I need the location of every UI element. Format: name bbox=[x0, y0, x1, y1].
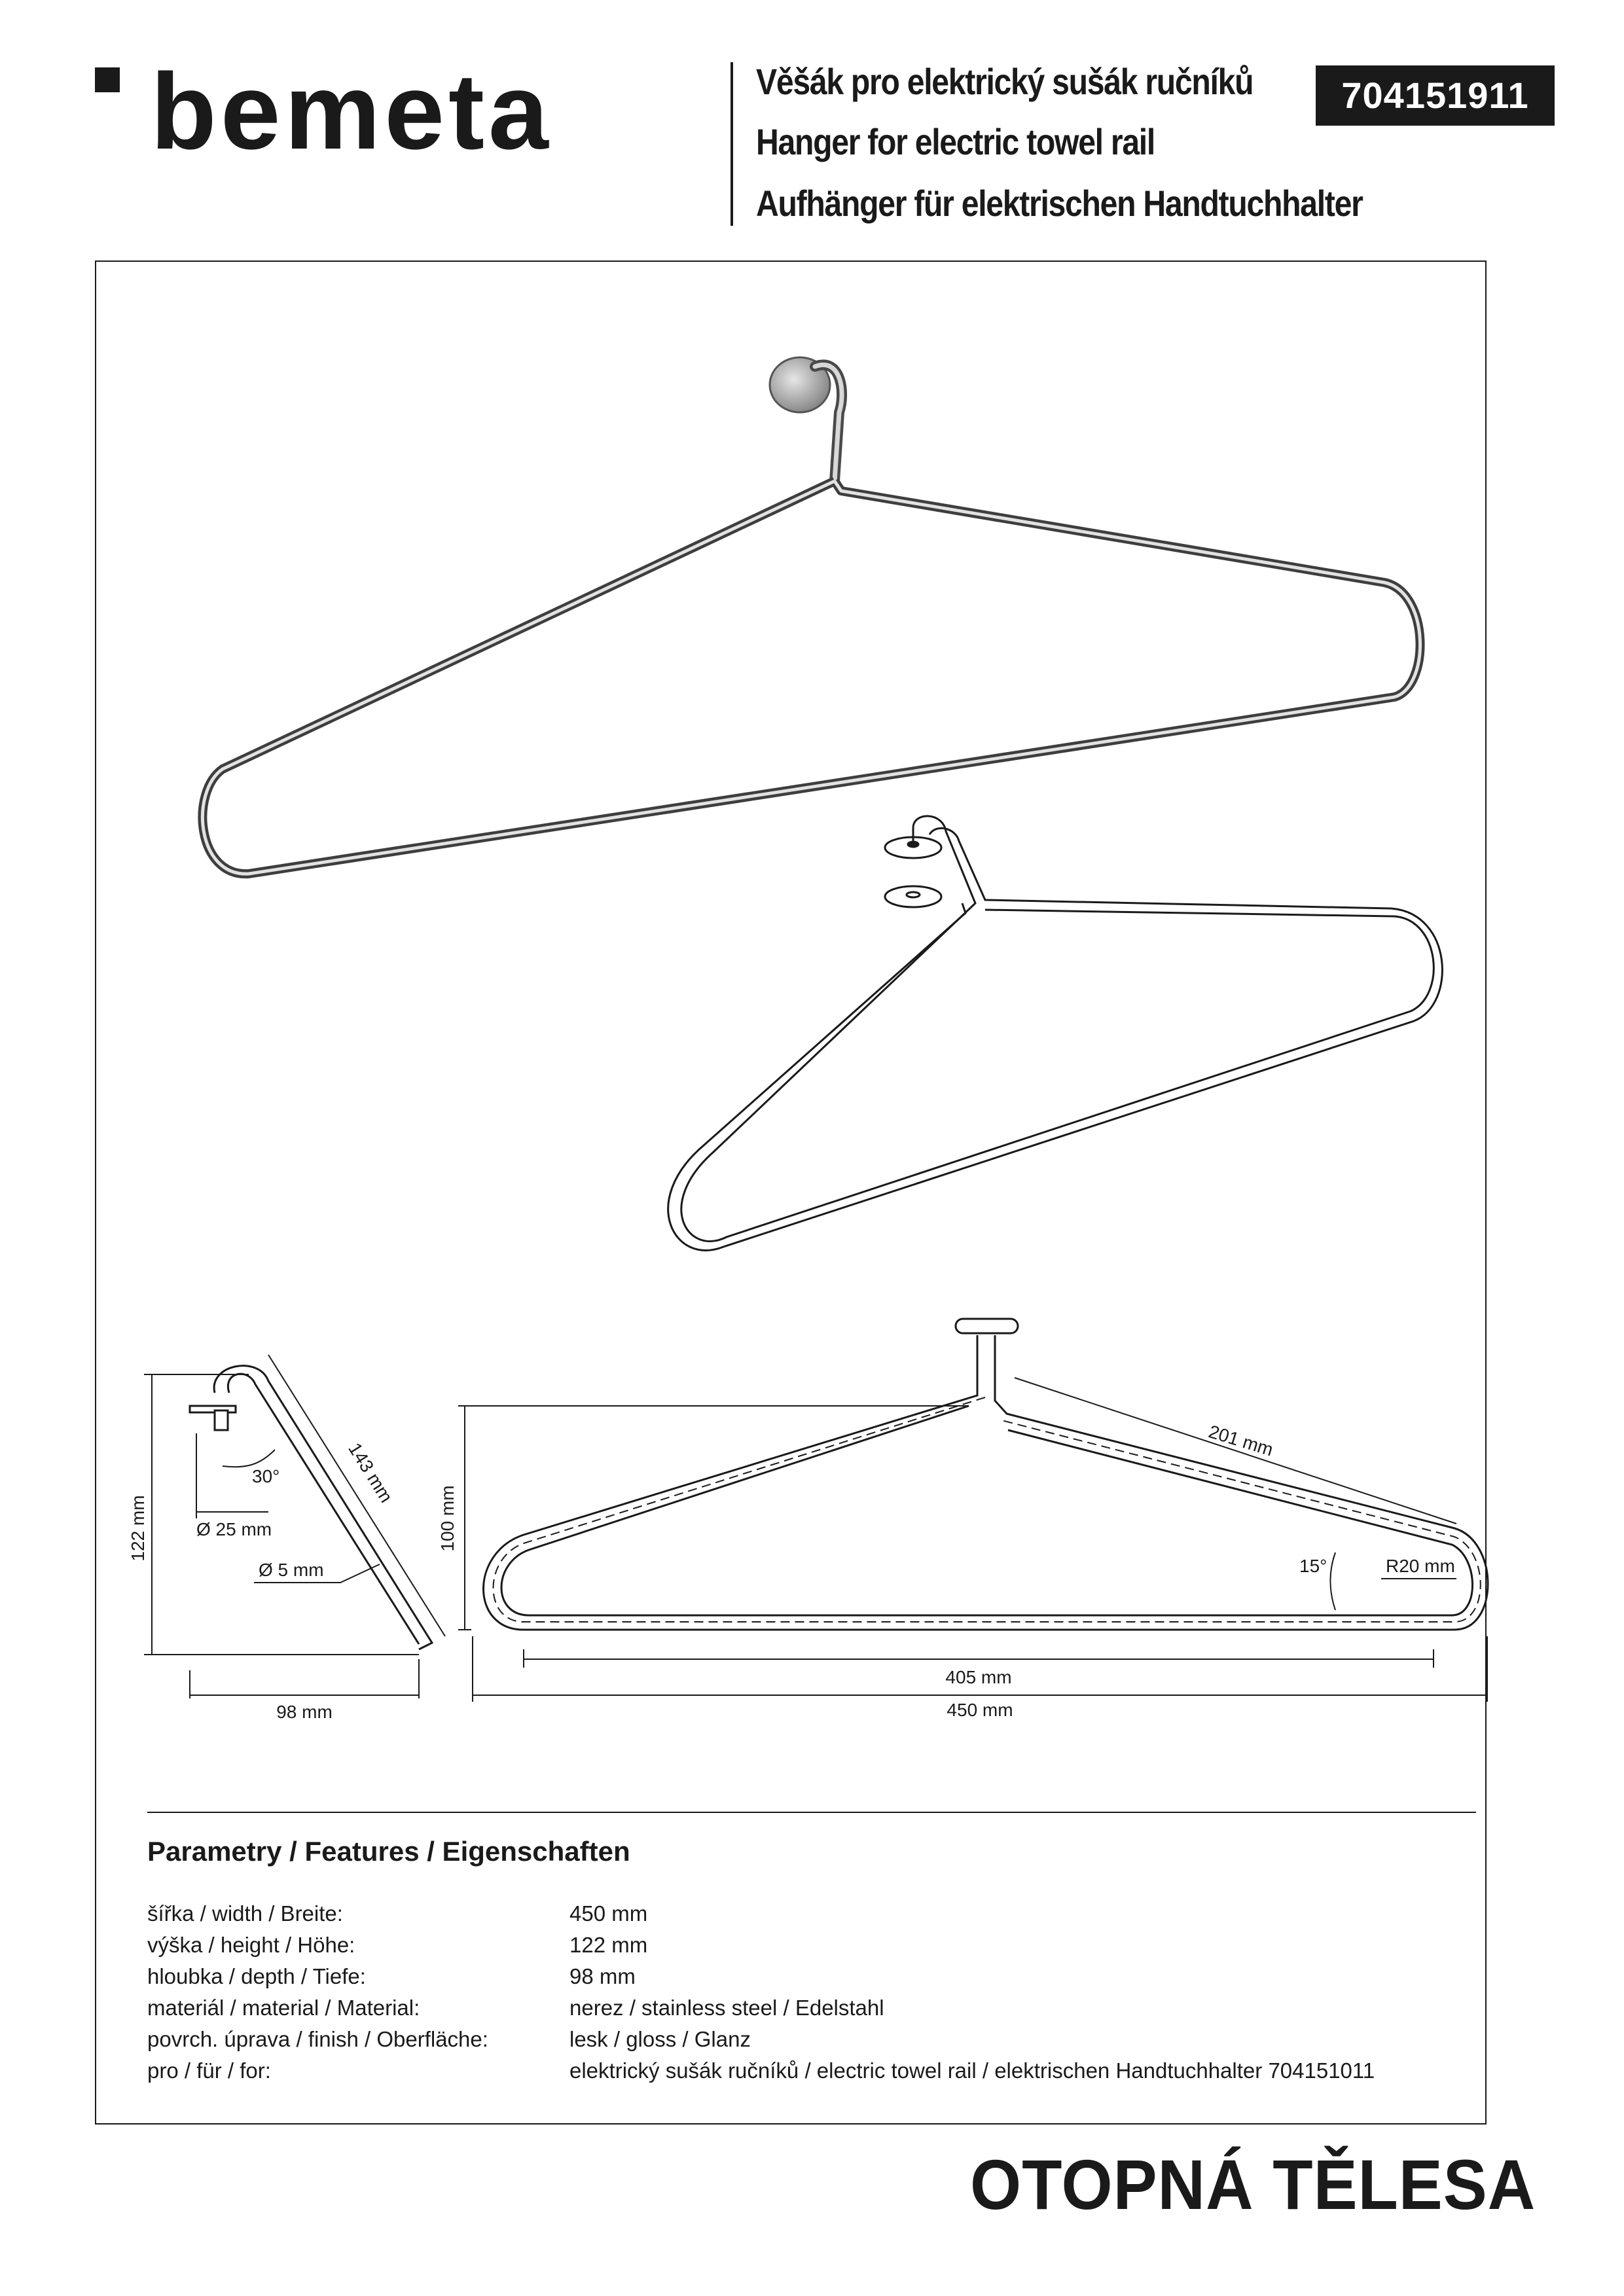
dim-front-arm: 201 mm bbox=[1206, 1421, 1276, 1460]
feature-value: 122 mm bbox=[569, 1933, 648, 1957]
logo-text: bemeta bbox=[151, 62, 552, 154]
title-de: Aufhänger für elektrischen Handtuchhalter bbox=[756, 183, 1363, 224]
features-divider bbox=[147, 1812, 1476, 1813]
feature-label: šířka / width / Breite: bbox=[147, 1901, 343, 1926]
feature-value: lesk / gloss / Glanz bbox=[569, 2027, 751, 2051]
dim-side-disc: Ø 25 mm bbox=[196, 1519, 272, 1539]
dim-front-width: 450 mm bbox=[947, 1700, 1013, 1720]
feature-label: hloubka / depth / Tiefe: bbox=[147, 1964, 366, 1988]
hanger-isometric bbox=[668, 816, 1443, 1251]
dim-front-angle: 15° bbox=[1299, 1556, 1327, 1576]
category-footer: OTOPNÁ TĚLESA bbox=[969, 2145, 1536, 2224]
front-view-labels bbox=[437, 1421, 1455, 1720]
product-code: 704151911 bbox=[1316, 65, 1555, 126]
dim-side-angle: 30° bbox=[252, 1466, 280, 1486]
feature-label: povrch. úprava / finish / Oberfläche: bbox=[147, 2027, 488, 2051]
feature-value: elektrický sušák ručníků / electric towel rail / elektrischen Handtuchhalter 704151011 bbox=[569, 2058, 1375, 2083]
dim-front-height: 100 mm bbox=[437, 1485, 458, 1552]
side-view-labels bbox=[128, 1439, 397, 1722]
dim-side-length: 143 mm bbox=[344, 1439, 397, 1507]
title-cz: Věšák pro elektrický sušák ručníků bbox=[756, 61, 1254, 102]
hanger-photo bbox=[202, 357, 1420, 874]
feature-value: nerez / stainless steel / Edelstahl bbox=[569, 1996, 884, 2020]
front-view bbox=[458, 1319, 1488, 1702]
dim-front-inner-width: 405 mm bbox=[945, 1667, 1012, 1687]
feature-label: materiál / material / Material: bbox=[147, 1996, 420, 2020]
dim-side-depth: 98 mm bbox=[276, 1702, 333, 1722]
feature-value: 450 mm bbox=[569, 1901, 648, 1926]
feature-value: 98 mm bbox=[569, 1964, 636, 1988]
features-heading: Parametry / Features / Eigenschaften bbox=[147, 1836, 630, 1867]
dim-side-height: 122 mm bbox=[128, 1495, 148, 1562]
title-en: Hanger for electric towel rail bbox=[756, 121, 1155, 162]
dim-side-rod: Ø 5 mm bbox=[259, 1560, 324, 1580]
feature-label: pro / für / for: bbox=[147, 2058, 271, 2083]
side-view bbox=[144, 1355, 445, 1698]
dim-front-radius: R20 mm bbox=[1386, 1556, 1455, 1576]
feature-label: výška / height / Höhe: bbox=[147, 1933, 355, 1957]
